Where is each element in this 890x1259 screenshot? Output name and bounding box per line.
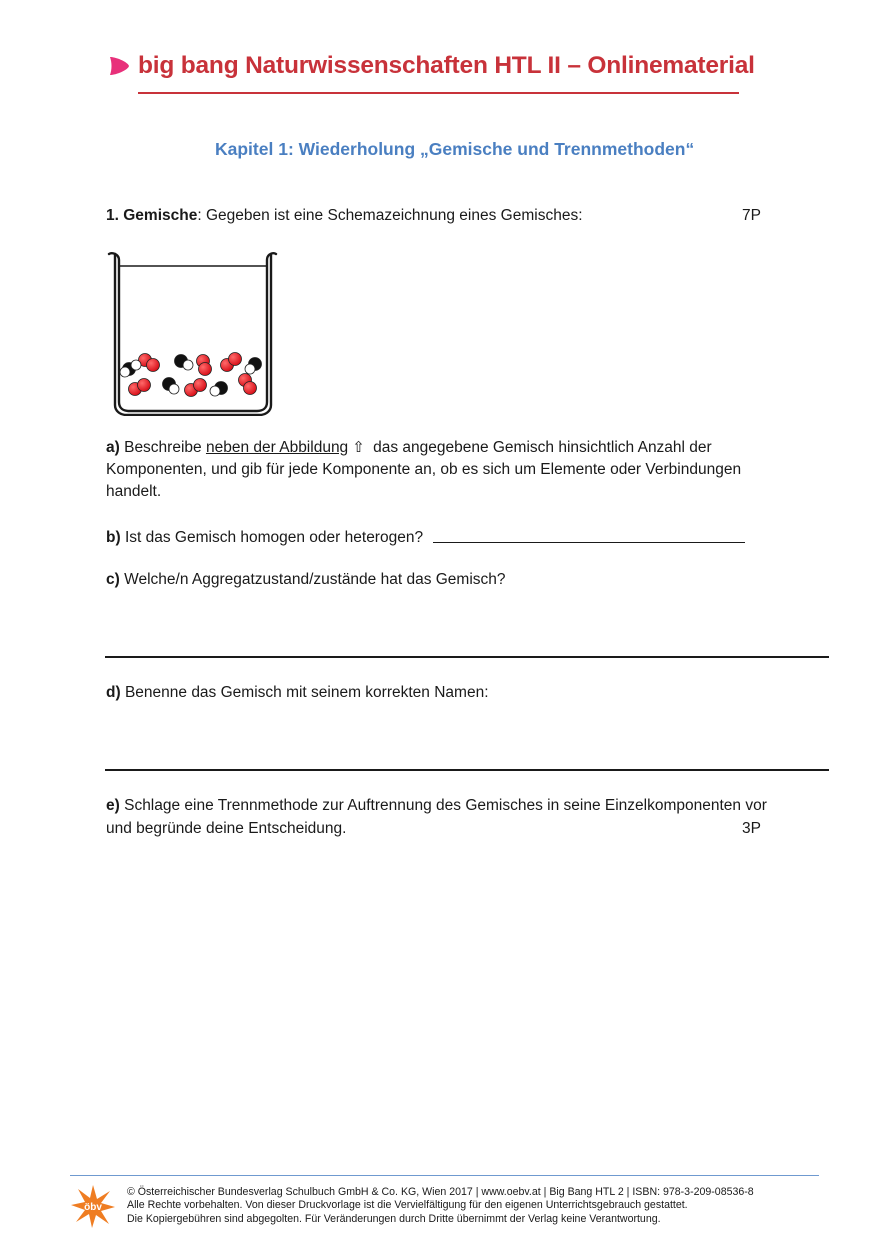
part-e-label: e) <box>106 797 120 814</box>
part-e-text: Schlage eine Trennmethode zur Auftrennung des Gemisches in seine Einzelkomponenten vor <box>119 797 767 814</box>
footer-line1: © Österreichischer Bundesverlag Schulbuch GmbH & Co. KG, Wien 2017 | www.oebv.at | Big Bang HTL 2 | ISBN: 978-3-209-08536-8 <box>127 1186 754 1198</box>
part-e-line2: und begründe deine Entscheidung. <box>106 820 347 837</box>
part-b-label: b) <box>106 529 121 546</box>
part-e-points: 3P <box>742 820 761 837</box>
part-c-question <box>106 569 506 592</box>
part-d-answer-line[interactable] <box>105 769 829 771</box>
footer-line2: Alle Rechte vorbehalten. Von dieser Druckvorlage ist die Vervielfältigung für den eigenen Unterrichtsgebrauch gestattet. <box>127 1199 688 1212</box>
part-d-question <box>106 682 489 705</box>
part-a-line1 <box>106 437 712 460</box>
footer-line3: Die Kopiergebühren sind abgegolten. Für Veränderungen durch Dritte übernimmt der Verlag keine Verantwortung. <box>127 1212 661 1225</box>
oebv-logo-icon <box>70 1183 116 1229</box>
part-b-answer-blank[interactable] <box>433 525 745 543</box>
logo-text: öbv <box>84 1202 102 1213</box>
footer-copyright <box>127 1186 754 1226</box>
part-a-line2: Komponenten, und gib für jede Komponente an, ob es sich um Elemente oder Verbindungen <box>106 461 742 478</box>
beaker-mixture-icon <box>105 248 280 416</box>
part-e-line1 <box>106 795 767 818</box>
part-a-text-before: Beschreibe <box>119 439 206 456</box>
part-d-text: Benenne das Gemisch mit seinem korrekten Namen: <box>120 684 489 701</box>
arrow-up-icon: ⇧ <box>352 439 365 456</box>
header-divider <box>138 92 739 94</box>
task1-label: Gemische <box>123 207 198 224</box>
task1-heading <box>106 205 583 228</box>
part-a-line3: handelt. <box>106 483 162 500</box>
part-c-answer-line[interactable] <box>105 656 829 658</box>
part-c-text: Welche/n Aggregatzustand/zustände hat das Gemisch? <box>119 571 506 588</box>
task1-intro: : Gegeben ist eine Schemazeichnung eines Gemisches: <box>197 207 583 224</box>
footer-divider <box>70 1175 819 1176</box>
part-a-underlined: neben der Abbildung <box>205 439 349 456</box>
chapter-title: Kapitel 1: Wiederholung „Gemische und Trennmethoden“ <box>215 139 695 159</box>
part-a-label: a) <box>106 439 120 456</box>
task1-points: 7P <box>742 207 761 224</box>
part-b-text: Ist das Gemisch homogen oder heterogen? <box>120 529 424 546</box>
part-b-question <box>106 525 745 550</box>
task1-number: 1. <box>106 207 119 224</box>
part-c-label: c) <box>106 571 120 588</box>
header-title: big bang Naturwissenschaften HTL II – Onlinematerial <box>138 52 755 79</box>
play-mark-icon <box>108 56 130 76</box>
part-a-text-after: das angegebene Gemisch hinsichtlich Anzahl der <box>368 439 712 456</box>
part-d-label: d) <box>106 684 121 701</box>
